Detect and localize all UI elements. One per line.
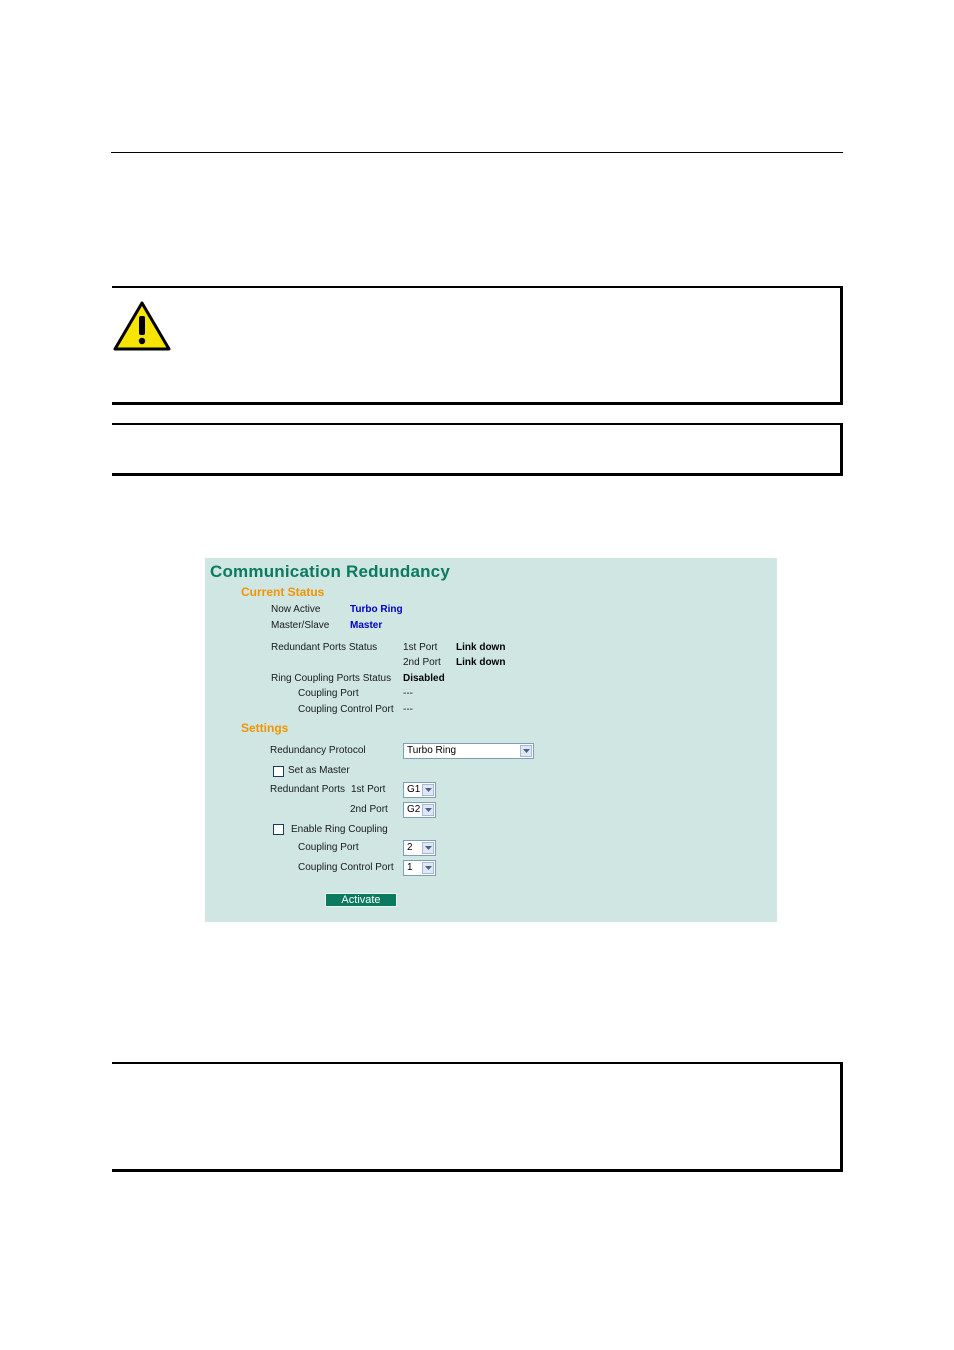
status-first-port-value: Link down — [456, 642, 506, 653]
ring-coupling-status-value: Disabled — [403, 673, 445, 684]
set-as-master-checkbox[interactable] — [273, 766, 284, 777]
enable-ring-coupling-label: Enable Ring Coupling — [291, 824, 388, 835]
chevron-down-icon — [422, 862, 434, 874]
status-coupling-control-port-label: Coupling Control Port — [298, 704, 394, 715]
settings-coupling-port-label: Coupling Port — [298, 842, 359, 853]
second-port-select[interactable] — [403, 802, 436, 818]
coupling-control-port-value: 1 — [407, 862, 413, 873]
coupling-port-value: 2 — [407, 842, 413, 853]
settings-coupling-control-port-label: Coupling Control Port — [298, 862, 394, 873]
coupling-control-port-select[interactable] — [403, 860, 436, 876]
activate-button[interactable]: Activate — [325, 893, 397, 907]
header-rule — [111, 152, 843, 153]
page-title: Communication Redundancy — [210, 562, 450, 581]
warning-icon — [112, 300, 172, 352]
status-second-port-label: 2nd Port — [403, 657, 441, 668]
first-port-select[interactable] — [403, 782, 436, 798]
communication-redundancy-panel — [205, 558, 777, 922]
settings-heading: Settings — [241, 721, 289, 735]
chevron-down-icon — [422, 842, 434, 854]
ring-coupling-status-label: Ring Coupling Ports Status — [271, 673, 392, 684]
redundancy-protocol-label: Redundancy Protocol — [270, 745, 366, 756]
first-port-value: G1 — [407, 784, 421, 795]
status-second-port-value: Link down — [456, 657, 506, 668]
status-coupling-port-label: Coupling Port — [298, 688, 359, 699]
master-slave-value: Master — [350, 620, 383, 631]
chevron-down-icon — [520, 745, 532, 757]
note-box — [112, 423, 843, 476]
note-box-bottom — [112, 1062, 843, 1172]
redundant-ports-label: Redundant Ports — [270, 784, 346, 795]
current-status-heading: Current Status — [241, 585, 325, 599]
enable-ring-coupling-checkbox[interactable] — [273, 824, 284, 835]
chevron-down-icon — [422, 804, 434, 816]
redundant-ports-status-label: Redundant Ports Status — [271, 642, 378, 653]
now-active-label: Now Active — [271, 604, 321, 615]
master-slave-label: Master/Slave — [271, 620, 330, 631]
set-as-master-label: Set as Master — [288, 765, 350, 776]
status-coupling-port-value: --- — [403, 688, 413, 699]
status-first-port-label: 1st Port — [403, 642, 438, 653]
now-active-value: Turbo Ring — [350, 604, 403, 615]
redundancy-protocol-select[interactable] — [403, 743, 534, 759]
redundancy-protocol-value: Turbo Ring — [407, 745, 457, 756]
settings-second-port-label: 2nd Port — [350, 804, 388, 815]
settings-first-port-label: 1st Port — [351, 784, 386, 795]
warning-box — [112, 286, 843, 405]
chevron-down-icon — [422, 784, 434, 796]
coupling-port-select[interactable] — [403, 840, 436, 856]
status-coupling-control-port-value: --- — [403, 704, 413, 715]
second-port-value: G2 — [407, 804, 421, 815]
